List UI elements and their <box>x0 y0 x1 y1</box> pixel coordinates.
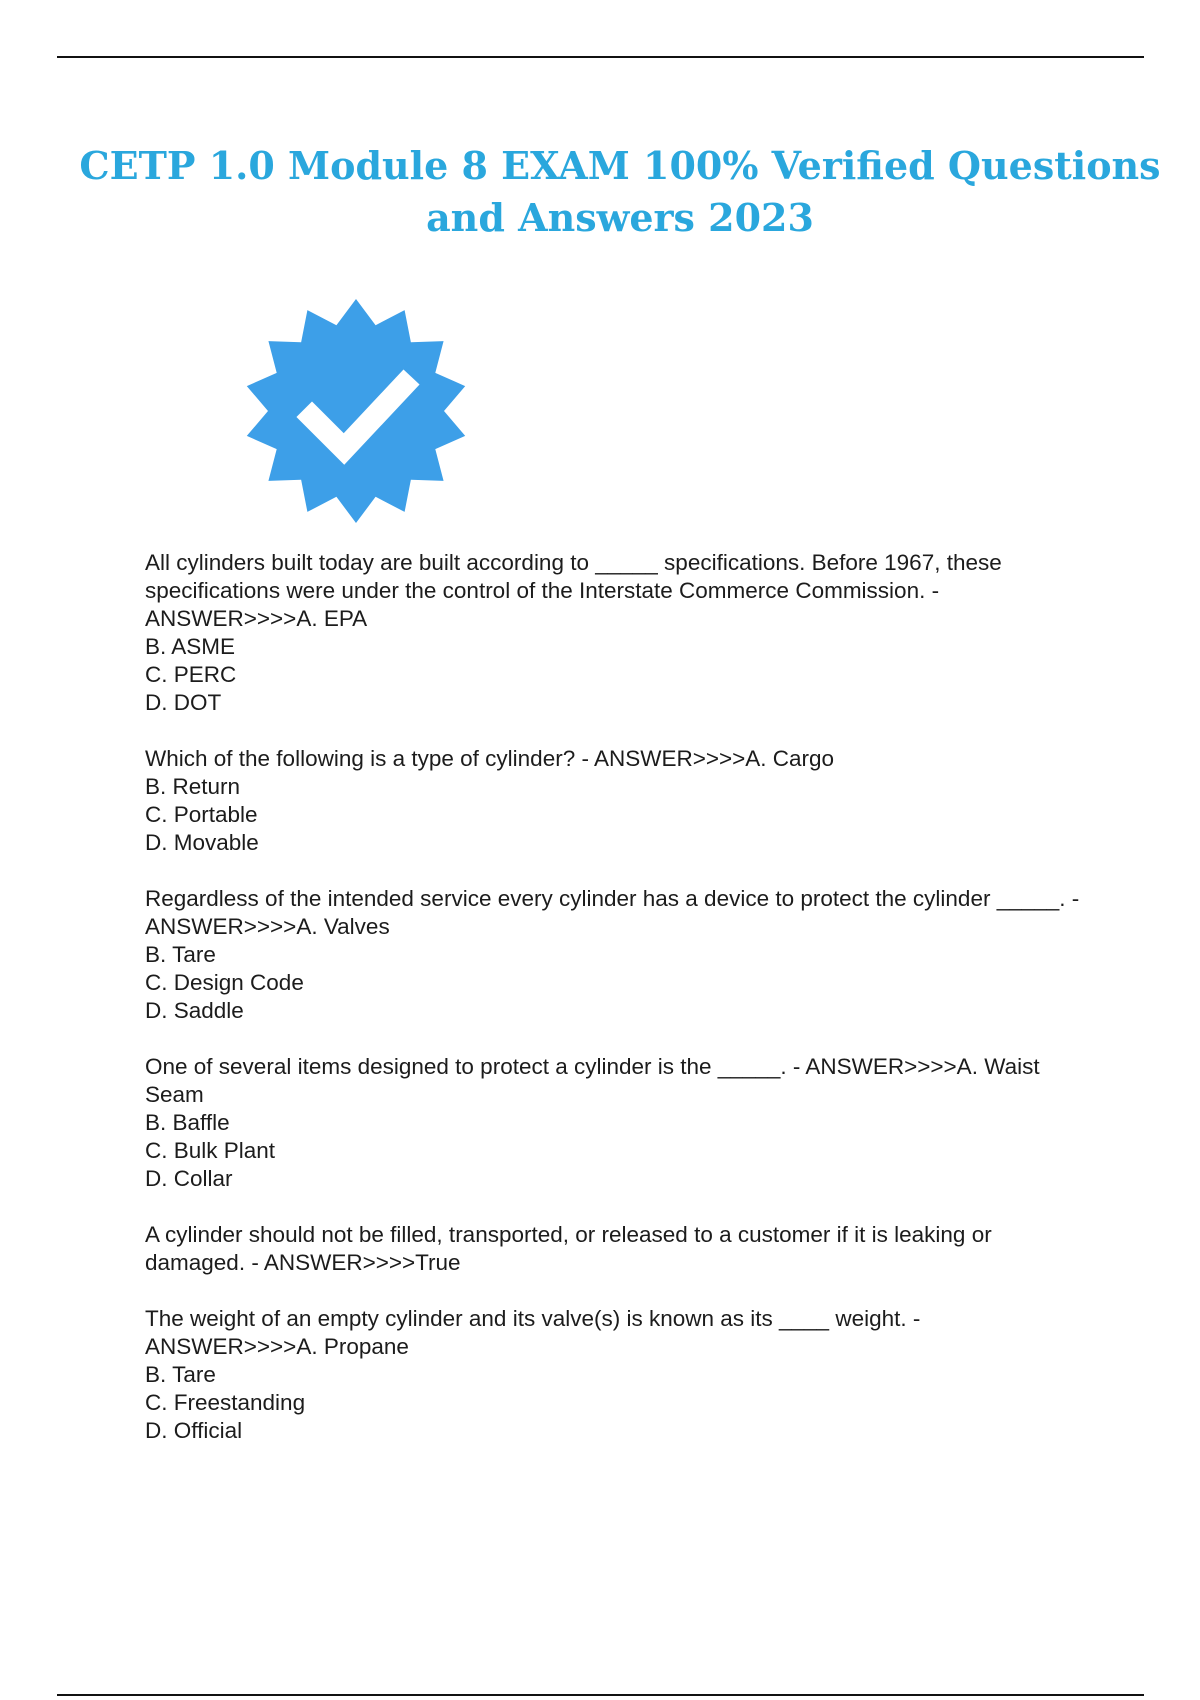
question-block-1 <box>145 549 1085 717</box>
answer-option: C. Freestanding <box>145 1390 306 1415</box>
footer-rule <box>57 1694 1144 1696</box>
question-text: Regardless of the intended service every cylinder has a device to protect the cylinder _____. - ANSWER>>>>A. Valves <box>145 886 1080 939</box>
answer-option: C. PERC <box>145 662 237 687</box>
answer-option: C. Portable <box>145 802 258 827</box>
answer-option: B. Return <box>145 774 241 799</box>
question-block-4 <box>145 1053 1085 1193</box>
answer-option: B. Baffle <box>145 1110 230 1135</box>
questions-list <box>145 549 1085 1473</box>
question-block-3 <box>145 885 1085 1025</box>
question-block-5 <box>145 1221 1085 1277</box>
answer-option: D. Movable <box>145 830 259 855</box>
question-text: The weight of an empty cylinder and its valve(s) is known as its ____ weight. - ANSWER>>>>A. Propane <box>145 1306 921 1359</box>
answer-option: C. Design Code <box>145 970 304 995</box>
question-text: All cylinders built today are built according to _____ specifications. Before 1967, these specifications were under the control of the Interstate Commerce Commission. - ANSWER>>>>A. EPA <box>145 550 1002 631</box>
answer-option: D. DOT <box>145 690 222 715</box>
document-title <box>60 140 1180 244</box>
question-text: A cylinder should not be filled, transported, or released to a customer if it is leaking or damaged. - ANSWER>>>>True <box>145 1222 992 1275</box>
question-block-6 <box>145 1305 1085 1445</box>
answer-option: C. Bulk Plant <box>145 1138 276 1163</box>
answer-option: B. Tare <box>145 942 216 967</box>
answer-option: B. Tare <box>145 1362 216 1387</box>
title-line-1: CETP 1.0 Module 8 EXAM 100% Verified Questions <box>79 143 1161 188</box>
question-text: Which of the following is a type of cylinder? - ANSWER>>>>A. Cargo <box>145 746 835 771</box>
answer-option: D. Saddle <box>145 998 244 1023</box>
question-block-2 <box>145 745 1085 857</box>
header-rule <box>57 56 1144 58</box>
title-line-2: and Answers 2023 <box>426 195 814 240</box>
answer-option: D. Collar <box>145 1166 233 1191</box>
answer-option: B. ASME <box>145 634 236 659</box>
question-text: One of several items designed to protect a cylinder is the _____. - ANSWER>>>>A. Waist Seam <box>145 1054 1040 1107</box>
verified-checkmark-badge-icon <box>242 298 470 524</box>
answer-option: D. Official <box>145 1418 243 1443</box>
